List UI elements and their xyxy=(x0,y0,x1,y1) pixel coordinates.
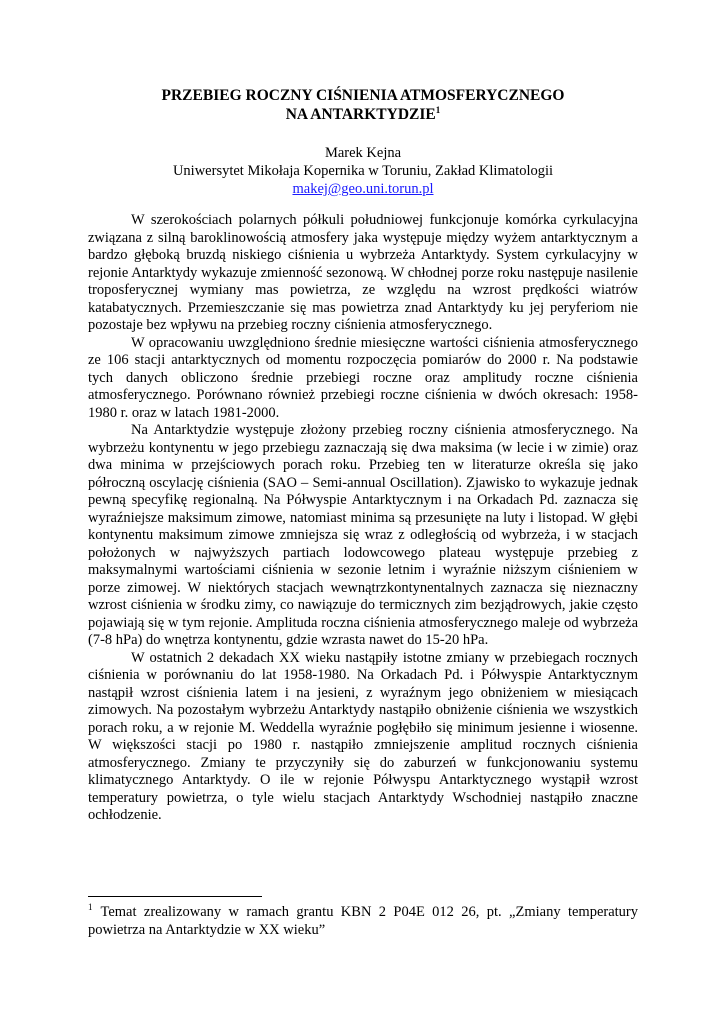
paragraph: W opracowaniu uwzględniono średnie miesięczne wartości ciśnienia atmosferycznego ze 106 stacji antarktycznych od momentu rozpoczęcia pomiarów do 2000 r. Na podstawie tych danych obliczono średnie przebiegi roczne oraz amplitudy roczne ciśnienia atmosferycznego. Porównano również przebiegi roczne ciśnienia w dwóch okresach: 1958-1980 r. oraz w latach 1981-2000. xyxy=(88,334,638,421)
author-block xyxy=(88,144,638,198)
footnote-mark: 1 xyxy=(88,902,93,913)
author-name: Marek Kejna xyxy=(324,145,402,161)
footnote xyxy=(88,904,638,939)
title-line-2-text: NA ANTARKTYDZIE xyxy=(285,106,436,123)
body-text xyxy=(88,212,638,825)
title-line-1: PRZEBIEG ROCZNY CIŚNIENIA ATMOSFERYCZNEGO xyxy=(161,87,565,104)
footnote-divider xyxy=(88,896,262,897)
paragraph: Na Antarktydzie występuje złożony przebieg roczny ciśnienia atmosferycznego. Na wybrzeżu kontynentu w jego przebiegu zaznaczają się dwa maksima (w lecie i w zimie) oraz dwa minima w przejściowych porach roku. Przebieg ten w literaturze określa się jako półroczną oscylację ciśnienia (SAO – Semi-annual Oscillation). Zjawisko to wykazuje jednak pewną specyfikę regionalną. Na Półwyspie Antarktycznym i na Orkadach Pd. zaznacza się wyraźniejsze maksimum zimowe, natomiast minima są przesunięte na luty i listopad. W głębi kontynentu maksimum zimowe zmniejsza się wraz z odległością od wybrzeża, i w stacjach położonych w najwyższych partiach lodowcowego plateau występuje przebieg z maksymalnymi wartościami ciśnienia w sezonie letnim i wyraźnie niższym ciśnieniem w porze zimowej. W niektórych stacjach wewnątrzkontynentalnych zaznacza się nieznaczny wzrost ciśnienia w środku zimy, co nawiązuje do termicznych zim bezjądrowych, jakie często pojawiają się w tym rejonie. Amplituda roczna ciśnienia atmosferycznego maleje od wybrzeża (7-8 hPa) do wnętrza kontynentu, gdzie wzrasta nawet do 15-20 hPa. xyxy=(88,422,638,648)
author-email-link[interactable]: makej@geo.uni.torun.pl xyxy=(292,181,434,197)
title-line-2 xyxy=(88,105,638,124)
paragraph: W szerokościach polarnych półkuli południowej funkcjonuje komórka cyrkulacyjna związana z silną baroklinowością atmosfery jaka występuje między wyżem antarktycznym a bardzo głęboką bruzdą niskiego ciśnienia u wybrzeża Antarktydy. System cyrkulacyjny w rejonie Antarktydy wykazuje zmienność sezonową. W chłodnej porze roku następuje nasilenie troposferycznej wymiany mas powietrza, ze względu na wzrost prędkości wiatrów katabatycznych. Przemieszczanie się mas powietrza znad Antarktydy ku jej peryferiom nie pozostaje bez wpływu na przebieg roczny ciśnienia atmosferycznego. xyxy=(88,212,638,333)
footnote-text: Temat zrealizowany w ramach grantu KBN 2 P04E 012 26, pt. „Zmiany temperatury powietrza na Antarktydzie w XX wieku” xyxy=(88,904,638,938)
title-footnote-mark: 1 xyxy=(435,104,441,115)
author-affiliation: Uniwersytet Mikołaja Kopernika w Toruniu, Zakład Klimatologii xyxy=(172,163,554,179)
paper-title xyxy=(88,86,638,124)
paragraph: W ostatnich 2 dekadach XX wieku nastąpiły istotne zmiany w przebiegach rocznych ciśnienia w porównaniu do lat 1958-1980. Na Orkadach Pd. i Półwyspie Antarktycznym nastąpił wzrost ciśnienia latem i na jesieni, z wyraźnym jego obniżeniem w miesiącach zimowych. Na pozostałym wybrzeżu Antarktydy nastąpiło obniżenie ciśnienia we wszystkich porach roku, a w rejonie M. Weddella wyraźnie pogłębiło się minimum jesienne i wiosenne. W większości stacji po 1980 r. nastąpiło zmniejszenie amplitud rocznych ciśnienia atmosferycznego. Zmiany te przyczyniły się do zaburzeń w funkcjonowaniu systemu klimatycznego Antarktydy. O ile w rejonie Półwyspu Antarktycznego wystąpił wzrost temperatury powietrza, o tyle wielu stacjach Antarktydy Wschodniej nastąpiło znaczne ochłodzenie. xyxy=(88,649,638,823)
